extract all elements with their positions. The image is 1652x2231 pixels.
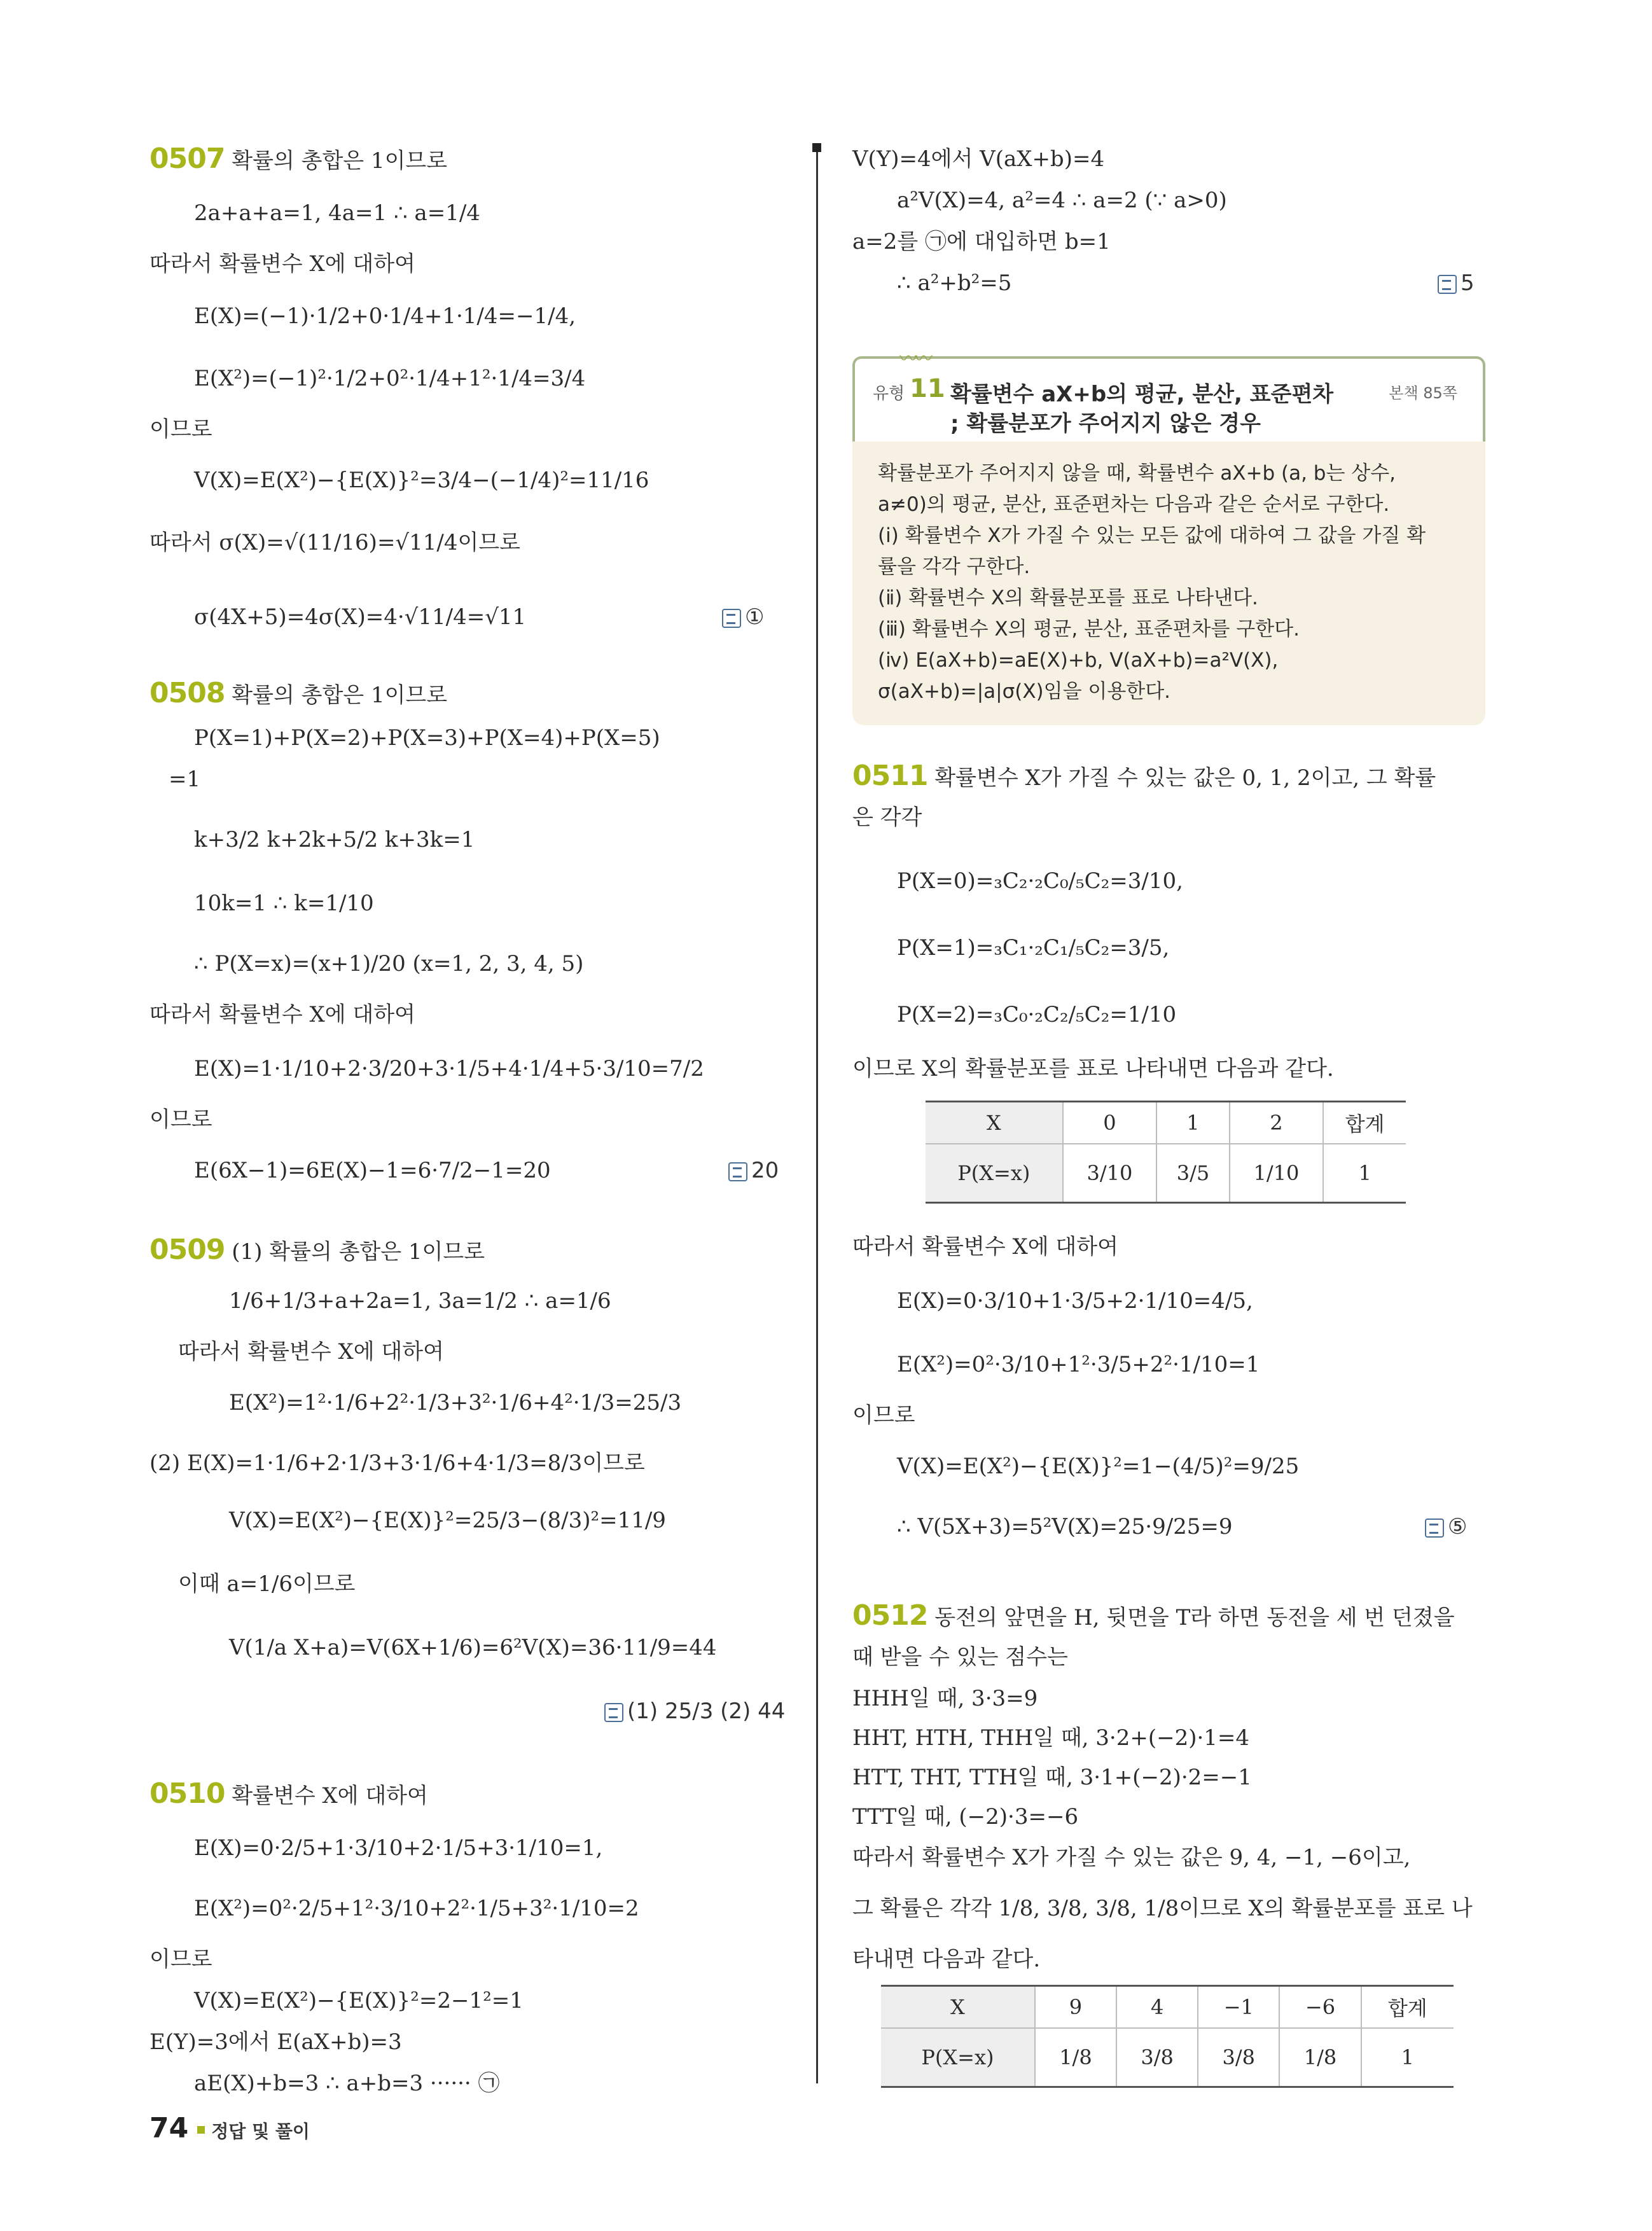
type-box-body bbox=[852, 441, 1485, 725]
equation-line: a=2를 ㉠에 대입하면 b=1 bbox=[852, 229, 1111, 254]
text-line: 타내면 다음과 같다. bbox=[852, 1947, 1041, 1972]
equation-line: (2) E(X)=1·1/6+2·1/3+3·1/6+4·1/3=8/3이므로 bbox=[149, 1450, 645, 1476]
equation-line: E(6X−1)=6E(X)−1=6·7/2−1=20 bbox=[194, 1158, 551, 1183]
text-line: 이므로 bbox=[149, 1107, 212, 1132]
text-line: 이므로 bbox=[149, 417, 212, 442]
answer-0507 bbox=[722, 604, 764, 630]
text-line: 확률변수 X에 대하여 bbox=[232, 1783, 428, 1809]
equation-line: ∴ P(X=x)=(x+1)/20 (x=1, 2, 3, 4, 5) bbox=[194, 951, 584, 976]
table-row bbox=[926, 1144, 1406, 1203]
problem-number: 0507 bbox=[149, 142, 225, 175]
answer-value: 20 bbox=[751, 1158, 779, 1183]
text-line: 따라서 확률변수 X가 가질 수 있는 값은 9, 4, −1, −6이고, bbox=[852, 1845, 1411, 1870]
equation-line: V(X)=E(X²)−{E(X)}²=3/4−(−1/4)²=11/16 bbox=[194, 468, 649, 493]
equation-line: P(X=0)=₃C₂·₂C₀/₅C₂=3/10, bbox=[897, 868, 1183, 894]
text-line: 이므로 bbox=[852, 1403, 915, 1428]
type-subtitle: ; 확률분포가 주어지지 않은 경우 bbox=[950, 411, 1261, 436]
table-cell: −1 bbox=[1198, 1986, 1279, 2029]
table-cell: 3/8 bbox=[1116, 2028, 1198, 2087]
footer-label: 정답 및 풀이 bbox=[211, 2121, 310, 2142]
answer-value: ① bbox=[745, 604, 765, 630]
type-box-header bbox=[852, 348, 1485, 441]
body-line: (ⅳ) E(aX+b)=aE(X)+b, V(aX+b)=a²V(X), bbox=[878, 649, 1279, 672]
text-line: 따라서 확률변수 X에 대하여 bbox=[178, 1339, 444, 1365]
text-line: HHT, HTH, THH일 때, 3·2+(−2)·1=4 bbox=[852, 1725, 1250, 1751]
text-line: 동전의 앞면을 H, 뒷면을 T라 하면 동전을 세 번 던졌을 bbox=[934, 1605, 1455, 1630]
answer-0510 bbox=[1438, 270, 1475, 296]
table-cell: P(X=x) bbox=[926, 1144, 1063, 1203]
equation-line: E(X²)=1²·1/6+2²·1/3+3²·1/6+4²·1/3=25/3 bbox=[229, 1390, 682, 1415]
answer-0508 bbox=[728, 1158, 779, 1183]
answer-icon bbox=[1438, 275, 1457, 294]
equation-line: 10k=1 ∴ k=1/10 bbox=[194, 891, 374, 916]
table-cell: X bbox=[926, 1102, 1063, 1144]
text-line: 확률변수 X가 가질 수 있는 값은 0, 1, 2이고, 그 확률 bbox=[934, 765, 1436, 791]
problem-0511-header bbox=[852, 760, 1436, 792]
problem-number: 0512 bbox=[852, 1599, 928, 1632]
table-cell: 2 bbox=[1230, 1102, 1324, 1144]
text-line: 따라서 확률변수 X에 대하여 bbox=[852, 1234, 1118, 1260]
table-cell: 1 bbox=[1361, 2028, 1454, 2087]
table-cell: 3/5 bbox=[1156, 1144, 1229, 1203]
page-footer bbox=[149, 2112, 310, 2144]
answer-value: ⑤ bbox=[1448, 1514, 1468, 1539]
text-line: 따라서 σ(X)=√(11/16)=√11/4이므로 bbox=[149, 530, 520, 555]
body-line: (ⅲ) 확률변수 X의 평균, 분산, 표준편차를 구한다. bbox=[878, 618, 1300, 641]
equation-line: P(X=1)+P(X=2)+P(X=3)+P(X=4)+P(X=5) bbox=[194, 725, 660, 751]
text-line: 은 각각 bbox=[852, 805, 922, 830]
body-line: (ⅰ) 확률변수 X가 가질 수 있는 모든 값에 대하여 그 값을 가질 확 bbox=[878, 524, 1426, 547]
body-line: a≠0)의 평균, 분산, 표준편차는 다음과 같은 순서로 구한다. bbox=[878, 493, 1390, 516]
table-cell: P(X=x) bbox=[881, 2028, 1035, 2087]
answer-icon bbox=[1425, 1519, 1444, 1538]
answer-icon bbox=[604, 1703, 623, 1722]
equation-line: E(X)=(−1)·1/2+0·1/4+1·1/4=−1/4, bbox=[194, 303, 576, 329]
table-cell: 합계 bbox=[1323, 1102, 1406, 1144]
table-cell: 1/8 bbox=[1035, 2028, 1116, 2087]
text-line: 이므로 X의 확률분포를 표로 나타내면 다음과 같다. bbox=[852, 1056, 1334, 1081]
equation-line: E(X²)=0²·2/5+1²·3/10+2²·1/5+3²·1/10=2 bbox=[194, 1896, 639, 1921]
problem-0510-header bbox=[149, 1777, 428, 1810]
answer-0511 bbox=[1425, 1514, 1467, 1539]
distribution-table-0512 bbox=[881, 1985, 1454, 2088]
problem-number: 0511 bbox=[852, 760, 928, 792]
equation-line: 1/6+1/3+a+2a=1, 3a=1/2 ∴ a=1/6 bbox=[229, 1288, 611, 1314]
equation-line: aE(X)+b=3 ∴ a+b=3 ······ ㉠ bbox=[194, 2071, 500, 2096]
equation-line: V(1/a X+a)=V(6X+1/6)=6²V(X)=36·11/9=44 bbox=[229, 1635, 717, 1660]
equation-line: P(X=2)=₃C₀·₂C₂/₅C₂=1/10 bbox=[897, 1002, 1177, 1027]
bullet-square-icon bbox=[197, 2126, 205, 2134]
type-title: 확률변수 aX+b의 평균, 분산, 표준편차 bbox=[950, 382, 1334, 407]
answer-value: 5 bbox=[1461, 270, 1475, 296]
body-line: 확률분포가 주어지지 않을 때, 확률변수 aX+b (a, b는 상수, bbox=[878, 462, 1396, 485]
text-line: 확률의 총합은 1이므로 bbox=[232, 148, 448, 174]
problem-number: 0509 bbox=[149, 1234, 225, 1266]
equation-line: ∴ V(5X+3)=5²V(X)=25·9/25=9 bbox=[897, 1514, 1233, 1539]
answer-0509 bbox=[604, 1699, 785, 1724]
type-label: 유형 bbox=[873, 384, 905, 403]
distribution-table-0511 bbox=[926, 1101, 1406, 1204]
equation-line: 2a+a+a=1, 4a=1 ∴ a=1/4 bbox=[194, 200, 480, 226]
text-line: HTT, THT, TTH일 때, 3·1+(−2)·2=−1 bbox=[852, 1765, 1252, 1790]
equation-line: E(X)=0·3/10+1·3/5+2·1/10=4/5, bbox=[897, 1288, 1253, 1314]
table-cell: 3/8 bbox=[1198, 2028, 1279, 2087]
table-cell: 0 bbox=[1063, 1102, 1157, 1144]
table-header-row bbox=[926, 1102, 1406, 1144]
problem-number: 0508 bbox=[149, 677, 225, 709]
answer-icon bbox=[728, 1162, 747, 1181]
page-number: 74 bbox=[149, 2112, 189, 2144]
answer-icon bbox=[722, 609, 741, 628]
table-cell: 4 bbox=[1116, 1986, 1198, 2029]
body-line: (ⅱ) 확률변수 X의 확률분포를 표로 나타낸다. bbox=[878, 587, 1258, 609]
equation-line: E(Y)=3에서 E(aX+b)=3 bbox=[149, 2029, 402, 2055]
equation-line: V(X)=E(X²)−{E(X)}²=2−1²=1 bbox=[194, 1988, 524, 2013]
text-line: 그 확률은 각각 1/8, 3/8, 3/8, 1/8이므로 X의 확률분포를 표로 나 bbox=[852, 1896, 1473, 1921]
problem-0509-header bbox=[149, 1234, 485, 1266]
problem-number: 0510 bbox=[149, 1777, 225, 1810]
column-divider-marker bbox=[812, 143, 821, 152]
table-cell: 1/10 bbox=[1230, 1144, 1324, 1203]
column-divider bbox=[816, 143, 818, 2083]
text-line: 따라서 확률변수 X에 대하여 bbox=[149, 251, 415, 277]
table-cell: −6 bbox=[1279, 1986, 1361, 2029]
equation-line: V(X)=E(X²)−{E(X)}²=1−(4/5)²=9/25 bbox=[897, 1454, 1300, 1479]
equation-line: ∴ a²+b²=5 bbox=[897, 270, 1012, 296]
text-line: 때 받을 수 있는 점수는 bbox=[852, 1644, 1068, 1670]
book-page-reference: 본책 85쪽 bbox=[1389, 384, 1457, 402]
text-line: TTT일 때, (−2)·3=−6 bbox=[852, 1804, 1079, 1830]
type-11-box bbox=[852, 348, 1485, 725]
equation-line: V(X)=E(X²)−{E(X)}²=25/3−(8/3)²=11/9 bbox=[229, 1508, 666, 1533]
table-cell: 9 bbox=[1035, 1986, 1116, 2029]
text-line: 이므로 bbox=[149, 1947, 212, 1972]
table-cell: X bbox=[881, 1986, 1035, 2029]
text-line: HHH일 때, 3·3=9 bbox=[852, 1686, 1038, 1711]
equation-line: =1 bbox=[169, 767, 201, 792]
problem-0512-header bbox=[852, 1599, 1455, 1632]
equation-line: E(X)=0·2/5+1·3/10+2·1/5+3·1/10=1, bbox=[194, 1835, 603, 1861]
table-cell: 1 bbox=[1156, 1102, 1229, 1144]
equation-line: P(X=1)=₃C₁·₂C₁/₅C₂=3/5, bbox=[897, 935, 1170, 961]
table-header-row bbox=[881, 1986, 1454, 2029]
table-cell: 합계 bbox=[1361, 1986, 1454, 2029]
text-line: 따라서 확률변수 X에 대하여 bbox=[149, 1002, 415, 1027]
answer-value: (1) 25/3 (2) 44 bbox=[627, 1699, 786, 1724]
body-line: σ(aX+b)=|a|σ(X)임을 이용한다. bbox=[878, 680, 1171, 703]
text-line: (1) 확률의 총합은 1이므로 bbox=[232, 1239, 485, 1265]
problem-0508-header bbox=[149, 677, 448, 709]
zigzag-ornament-icon: 〰〰 bbox=[899, 348, 931, 369]
equation-line: E(X)=1·1/10+2·3/20+3·1/5+4·1/4+5·3/10=7/2 bbox=[194, 1056, 704, 1081]
equation-line: E(X²)=(−1)²·1/2+0²·1/4+1²·1/4=3/4 bbox=[194, 366, 586, 391]
equation-line: a²V(X)=4, a²=4 ∴ a=2 (∵ a>0) bbox=[897, 188, 1227, 213]
text-line: 이때 a=1/6이므로 bbox=[178, 1571, 356, 1597]
equation-line: E(X²)=0²·3/10+1²·3/5+2²·1/10=1 bbox=[897, 1352, 1260, 1377]
body-line: 률을 각각 구한다. bbox=[878, 555, 1031, 578]
text-line: 확률의 총합은 1이므로 bbox=[232, 683, 448, 708]
type-number: 11 bbox=[910, 374, 945, 403]
equation-line: σ(4X+5)=4σ(X)=4·√11/4=√11 bbox=[194, 604, 527, 630]
table-row bbox=[881, 2028, 1454, 2087]
table-cell: 3/10 bbox=[1063, 1144, 1157, 1203]
table-cell: 1/8 bbox=[1279, 2028, 1361, 2087]
equation-line: V(Y)=4에서 V(aX+b)=4 bbox=[852, 146, 1105, 172]
problem-0507-header bbox=[149, 142, 448, 175]
table-cell: 1 bbox=[1323, 1144, 1406, 1203]
equation-line: k+3/2 k+2k+5/2 k+3k=1 bbox=[194, 827, 475, 852]
